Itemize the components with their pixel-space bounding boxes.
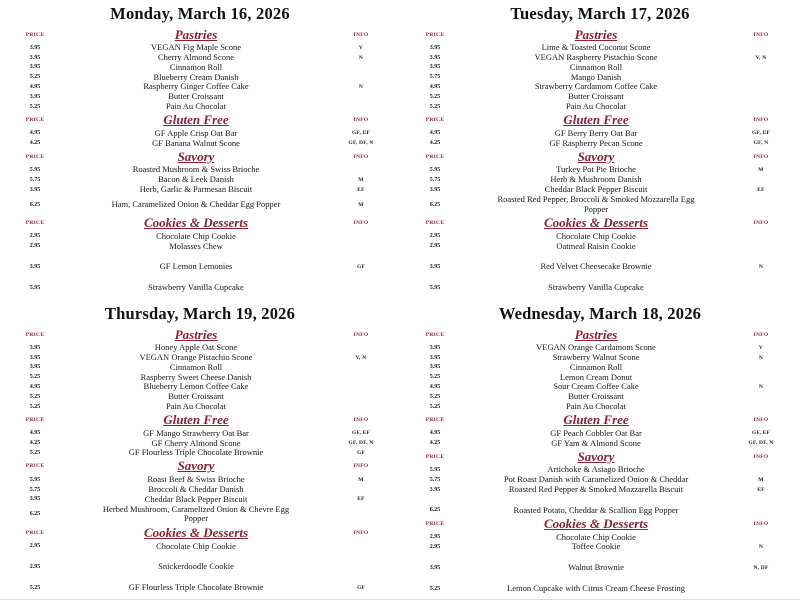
item-name: Butter Croissant — [168, 91, 224, 102]
item-name: Chocolate Chip Cookie — [156, 540, 236, 551]
item-price: 5.25 — [29, 403, 41, 410]
section-header-row — [10, 26, 390, 43]
price-column-label: PRICE — [425, 31, 445, 38]
item-price: 2.95 — [429, 243, 441, 250]
item-info-codes: N — [358, 84, 364, 91]
item-price: 5.25 — [429, 403, 441, 410]
price-column-label: PRICE — [25, 220, 45, 227]
item-name: GF Yam & Almond Scone — [551, 437, 641, 448]
menu-item-row — [410, 63, 790, 73]
item-price: 3.95 — [29, 93, 41, 100]
section-header-row — [10, 412, 390, 429]
item-name: Molasses Chew — [169, 240, 223, 251]
item-price: 3.95 — [429, 64, 441, 71]
section-title: Cookies & Desserts — [144, 215, 248, 231]
section-header-row — [10, 458, 390, 475]
item-name: Cinnamon Roll — [169, 361, 223, 372]
item-name: GF Apple Crisp Oat Bar — [154, 127, 238, 138]
menu-item-row — [10, 129, 390, 139]
item-info-codes: GF — [356, 264, 366, 271]
item-price: 4.25 — [29, 140, 41, 147]
menu-item-row — [10, 63, 390, 73]
item-name: Artichoke & Asiago Brioche — [547, 464, 645, 475]
price-column-label: PRICE — [425, 153, 445, 160]
section-header-row — [410, 215, 790, 232]
price-column-label: PRICE — [425, 520, 445, 527]
item-price: 2.95 — [429, 233, 441, 240]
item-price: 4.95 — [29, 84, 41, 91]
section-title: Savory — [177, 458, 215, 474]
section-header-row — [410, 148, 790, 165]
item-name: Sour Cream Coffee Cake — [553, 381, 639, 392]
day-title: Monday, March 16, 2026 — [110, 4, 290, 23]
price-column-label: PRICE — [25, 153, 45, 160]
price-column-label: PRICE — [425, 331, 445, 338]
item-name: Mango Danish — [570, 71, 622, 82]
item-name: Bacon & Leek Danish — [158, 174, 234, 185]
item-name: Blueberry Cream Danish — [153, 71, 239, 82]
item-name: Raspberry Ginger Coffee Cake — [143, 81, 249, 92]
section-title: Cookies & Desserts — [144, 524, 248, 540]
price-column-label: PRICE — [425, 117, 445, 124]
info-column-label: INFO — [353, 331, 369, 338]
item-price: 5.25 — [429, 103, 441, 110]
item-price: 5.25 — [29, 584, 41, 591]
item-info-codes: N — [758, 354, 764, 361]
menu-item-row — [410, 138, 790, 148]
item-info-codes: GF — [356, 450, 366, 457]
item-name: VEGAN Orange Pistachio Scone — [139, 351, 253, 362]
item-name: Chocolate Chip Cookie — [556, 531, 636, 542]
menu-item-row — [410, 129, 790, 139]
day-title: Wednesday, March 18, 2026 — [498, 304, 702, 323]
item-price: 4.25 — [29, 440, 41, 447]
menu-item-row — [10, 583, 390, 593]
price-column-label: PRICE — [425, 417, 445, 424]
item-info-codes: GF, DF, N — [348, 440, 374, 447]
section-title: Gluten Free — [563, 112, 629, 128]
section-header-row — [10, 148, 390, 165]
item-price: 2.95 — [429, 534, 441, 541]
item-name: GF Peach Cobbler Oat Bar — [550, 427, 642, 438]
item-name: VEGAN Fig Maple Scone — [151, 42, 241, 53]
item-name: Strawberry Vanilla Cupcake — [548, 282, 644, 293]
item-info-codes: N — [758, 544, 764, 551]
info-column-label: INFO — [353, 417, 369, 424]
item-price: 5.75 — [429, 74, 441, 81]
section-title: Savory — [577, 148, 615, 164]
item-price: 2.95 — [29, 564, 41, 571]
info-column-label: INFO — [353, 117, 369, 124]
price-column-label: PRICE — [25, 117, 45, 124]
menu-item-row — [10, 232, 390, 242]
item-info-codes: GF, DF, N — [748, 440, 774, 447]
item-price: 3.95 — [429, 354, 441, 361]
item-name: Pot Roast Danish with Caramelized Onion & Cheddar — [503, 474, 689, 485]
info-column-label: INFO — [353, 153, 369, 160]
item-name: Oatmeal Raisin Cookie — [556, 240, 636, 251]
item-info-codes: GF — [356, 584, 366, 591]
item-price: 4.95 — [429, 430, 441, 437]
day-title: Thursday, March 19, 2026 — [104, 304, 296, 323]
menu-item-row — [10, 283, 390, 293]
item-info-codes: N, DF — [753, 564, 769, 571]
section-title: Savory — [177, 148, 215, 164]
item-info-codes: GF, N — [753, 140, 769, 147]
item-info-codes: V — [758, 344, 764, 351]
item-price: 3.95 — [29, 54, 41, 61]
section-header-row — [410, 515, 790, 532]
menu-item-row — [410, 262, 790, 272]
item-info-codes: N — [758, 264, 764, 271]
item-price: 4.25 — [429, 140, 441, 147]
item-name: GF Mango Strawberry Oat Bar — [143, 427, 249, 438]
item-price: 5.95 — [429, 284, 441, 291]
item-name: Strawberry Cardamom Coffee Cake — [534, 81, 658, 92]
item-price: 3.95 — [29, 186, 41, 193]
menu-item-row — [410, 283, 790, 293]
item-name: Pain Au Chocolat — [166, 400, 226, 411]
item-price: 6.25 — [29, 201, 41, 208]
item-name: Roasted Potato, Cheddar & Scallion Egg Popper — [513, 504, 679, 515]
item-info-codes: V, N — [355, 354, 367, 361]
info-column-label: INFO — [753, 453, 769, 460]
item-name: Cinnamon Roll — [569, 361, 623, 372]
day-title: Tuesday, March 17, 2026 — [510, 4, 690, 23]
item-price: 4.95 — [29, 384, 41, 391]
item-price: 2.95 — [29, 543, 41, 550]
menu-item-row — [410, 438, 790, 448]
item-price: 3.95 — [29, 496, 41, 503]
item-price: 5.75 — [429, 176, 441, 183]
menu-item-row — [410, 232, 790, 242]
item-name: Walnut Brownie — [568, 562, 624, 573]
item-name: Cherry Almond Scone — [157, 51, 235, 62]
menu-item-row — [10, 402, 390, 412]
section-title: Savory — [577, 448, 615, 464]
item-price: 5.25 — [429, 374, 441, 381]
item-info-codes: GF, EF — [351, 430, 371, 437]
item-price: 3.95 — [29, 64, 41, 71]
item-name: Butter Croissant — [568, 391, 624, 402]
item-info-codes: M — [758, 167, 764, 174]
item-price: 5.95 — [429, 467, 441, 474]
menu-item-row — [410, 363, 790, 373]
section-title: Gluten Free — [163, 412, 229, 428]
item-info-codes: M — [758, 476, 764, 483]
menu-item-row — [410, 563, 790, 573]
menu-item-row — [410, 506, 790, 516]
item-name: Butter Croissant — [168, 391, 224, 402]
item-price: 5.25 — [429, 585, 441, 592]
item-name: GF Raspberry Pecan Scone — [549, 137, 643, 148]
item-name: Roasted Mushroom & Swiss Brioche — [132, 164, 260, 175]
item-price: 5.25 — [429, 93, 441, 100]
item-info-codes: EF — [357, 186, 365, 193]
info-column-label: INFO — [753, 331, 769, 338]
item-price: 4.25 — [429, 440, 441, 447]
info-column-label: INFO — [353, 463, 369, 470]
item-price: 5.25 — [29, 374, 41, 381]
item-price: 5.25 — [29, 103, 41, 110]
item-price: 5.75 — [29, 176, 41, 183]
menu-item-row — [410, 241, 790, 251]
section-header-row — [410, 112, 790, 129]
item-info-codes: M — [358, 476, 364, 483]
menu-item-row — [10, 195, 390, 215]
section-title: Cookies & Desserts — [544, 215, 648, 231]
section-header-row — [410, 326, 790, 343]
menu-item-row — [410, 485, 790, 495]
item-name: Strawberry Vanilla Cupcake — [148, 282, 244, 293]
item-price: 5.95 — [29, 167, 41, 174]
menu-item-row — [10, 241, 390, 251]
info-column-label: INFO — [753, 220, 769, 227]
item-info-codes: EF — [757, 186, 765, 193]
item-price: 2.95 — [29, 243, 41, 250]
item-price: 4.95 — [429, 84, 441, 91]
item-info-codes: V, N — [755, 54, 767, 61]
item-price: 5.25 — [29, 74, 41, 81]
info-column-label: INFO — [753, 31, 769, 38]
item-price: 2.95 — [29, 233, 41, 240]
item-name: GF Berry Berry Oat Bar — [554, 127, 638, 138]
section-title: Pastries — [174, 26, 218, 42]
item-name: VEGAN Raspberry Pistachio Scone — [534, 51, 658, 62]
price-column-label: PRICE — [425, 220, 445, 227]
item-name: Herb & Mushroom Danish — [550, 174, 642, 185]
price-column-label: PRICE — [25, 529, 45, 536]
day-menu — [400, 0, 800, 300]
item-name: Lemon Cream Donut — [559, 371, 633, 382]
menu-item-row — [410, 102, 790, 112]
item-info-codes: EF — [357, 496, 365, 503]
section-title: Gluten Free — [563, 412, 629, 428]
menu-item-row — [10, 138, 390, 148]
section-title: Gluten Free — [163, 112, 229, 128]
item-price: 3.95 — [429, 364, 441, 371]
info-column-label: INFO — [753, 153, 769, 160]
item-name: Pain Au Chocolat — [566, 100, 626, 111]
item-price: 5.25 — [429, 393, 441, 400]
item-price: 4.95 — [29, 430, 41, 437]
item-name: Cheddar Black Pepper Biscuit — [544, 183, 648, 194]
item-info-codes: EF — [757, 486, 765, 493]
section-header-row — [10, 215, 390, 232]
price-column-label: PRICE — [25, 331, 45, 338]
item-name: GF Banana Walnut Scone — [152, 137, 240, 148]
item-name: Pain Au Chocolat — [566, 400, 626, 411]
item-price: 5.95 — [429, 167, 441, 174]
item-price: 4.95 — [429, 384, 441, 391]
item-info-codes: GF, EF — [751, 430, 771, 437]
item-name: Cheddar Black Pepper Biscuit — [144, 493, 248, 504]
menu-item-row — [10, 429, 390, 439]
day-menu — [0, 300, 400, 600]
menu-item-row — [10, 504, 390, 524]
item-price: 5.95 — [29, 284, 41, 291]
item-name: Honey Apple Oat Scone — [154, 342, 238, 353]
item-name: Roasted Red Pepper, Broccoli & Smoked Mozzarella Egg Popper — [497, 194, 695, 214]
item-price: 3.95 — [29, 44, 41, 51]
item-price: 3.95 — [29, 264, 41, 271]
menu-item-row — [410, 195, 790, 215]
item-price: 3.95 — [429, 186, 441, 193]
item-price: 4.95 — [429, 130, 441, 137]
section-title: Pastries — [574, 326, 618, 342]
item-info-codes: N — [758, 384, 764, 391]
info-column-label: INFO — [753, 520, 769, 527]
item-info-codes: N — [358, 54, 364, 61]
menu-item-row — [10, 363, 390, 373]
section-header-row — [410, 412, 790, 429]
item-name: Cinnamon Roll — [169, 61, 223, 72]
item-price: 5.25 — [29, 393, 41, 400]
item-info-codes: GF, DF, N — [348, 140, 374, 147]
item-name: GF Flourless Triple Chocolate Brownie — [128, 447, 264, 458]
menu-item-row — [10, 262, 390, 272]
price-column-label: PRICE — [425, 453, 445, 460]
section-header-row — [410, 26, 790, 43]
item-name: Roasted Red Pepper & Smoked Mozzarella Biscuit — [508, 483, 684, 494]
item-name: Chocolate Chip Cookie — [156, 230, 236, 241]
item-price: 5.75 — [429, 476, 441, 483]
item-name: Ham, Caramelized Onion & Cheddar Egg Popper — [111, 198, 281, 209]
item-info-codes: M — [358, 201, 364, 208]
item-info-codes: V — [358, 44, 364, 51]
item-price: 3.95 — [429, 264, 441, 271]
item-name: GF Lemon Lemonies — [159, 261, 233, 272]
spacer-row — [410, 495, 790, 506]
item-price: 5.25 — [29, 450, 41, 457]
menu-item-row — [410, 542, 790, 552]
item-name: Blueberry Lemon Coffee Cake — [143, 381, 249, 392]
item-price: 6.25 — [429, 507, 441, 514]
info-column-label: INFO — [353, 220, 369, 227]
section-title: Pastries — [174, 326, 218, 342]
menu-item-row — [10, 541, 390, 551]
item-name: Butter Croissant — [568, 91, 624, 102]
menu-item-row — [410, 584, 790, 594]
item-name: Chocolate Chip Cookie — [556, 230, 636, 241]
day-menu — [0, 0, 400, 300]
item-name: Red Velvet Cheesecake Brownie — [540, 261, 652, 272]
item-info-codes: GF, EF — [351, 130, 371, 137]
item-price: 4.95 — [29, 130, 41, 137]
item-name: Roast Beef & Swiss Brioche — [147, 474, 245, 485]
item-price: 3.95 — [429, 344, 441, 351]
menu-item-row — [10, 102, 390, 112]
item-name: Turkey Pot Pie Brioche — [556, 164, 636, 175]
menu-item-row — [410, 402, 790, 412]
item-price: 3.95 — [429, 54, 441, 61]
item-name: Strawberry Walnut Scone — [552, 351, 640, 362]
item-info-codes: M — [358, 176, 364, 183]
info-column-label: INFO — [753, 117, 769, 124]
price-column-label: PRICE — [25, 463, 45, 470]
item-name: Broccoli & Cheddar Danish — [148, 483, 244, 494]
item-price: 3.95 — [429, 564, 441, 571]
info-column-label: INFO — [753, 417, 769, 424]
item-price: 3.95 — [29, 344, 41, 351]
info-column-label: INFO — [353, 529, 369, 536]
item-info-codes: GF, EF — [751, 130, 771, 137]
price-column-label: PRICE — [25, 417, 45, 424]
menu-item-row — [10, 562, 390, 572]
item-name: Pain Au Chocolat — [166, 100, 226, 111]
item-name: Herb, Garlic & Parmesan Biscuit — [139, 183, 253, 194]
item-price: 3.95 — [29, 364, 41, 371]
price-column-label: PRICE — [25, 31, 45, 38]
section-header-row — [10, 112, 390, 129]
item-name: Snickerdoodle Cookie — [158, 561, 234, 572]
info-column-label: INFO — [353, 31, 369, 38]
section-header-row — [10, 326, 390, 343]
menu-item-row — [10, 448, 390, 458]
item-name: GF Cherry Almond Scone — [151, 437, 241, 448]
item-name: Lime & Toasted Coconut Scone — [541, 42, 651, 53]
item-price: 5.75 — [29, 486, 41, 493]
section-header-row — [10, 524, 390, 541]
item-price: 3.95 — [29, 354, 41, 361]
day-menu — [400, 300, 800, 600]
section-title: Pastries — [574, 26, 618, 42]
item-price: 6.25 — [429, 201, 441, 208]
menu-item-row — [410, 429, 790, 439]
item-price: 2.95 — [429, 544, 441, 551]
item-name: GF Flourless Triple Chocolate Brownie — [128, 582, 264, 593]
item-price: 5.95 — [29, 476, 41, 483]
item-name: Toffee Cookie — [571, 541, 621, 552]
item-name: VEGAN Orange Cardamom Scone — [536, 342, 656, 353]
item-price: 3.95 — [429, 44, 441, 51]
section-header-row — [410, 448, 790, 465]
menu-item-row — [10, 185, 390, 195]
item-name: Lemon Cupcake with Citrus Cream Cheese Frosting — [507, 582, 685, 593]
section-title: Cookies & Desserts — [544, 515, 648, 531]
menu-item-row — [10, 495, 390, 505]
item-price: 3.95 — [429, 486, 441, 493]
item-name: Cinnamon Roll — [569, 61, 623, 72]
item-name: Raspberry Sweet Cheese Danish — [140, 371, 252, 382]
item-name: Herbed Mushroom, Caramelized Onion & Chevre Egg Popper — [102, 503, 290, 524]
item-price: 6.25 — [29, 511, 41, 518]
